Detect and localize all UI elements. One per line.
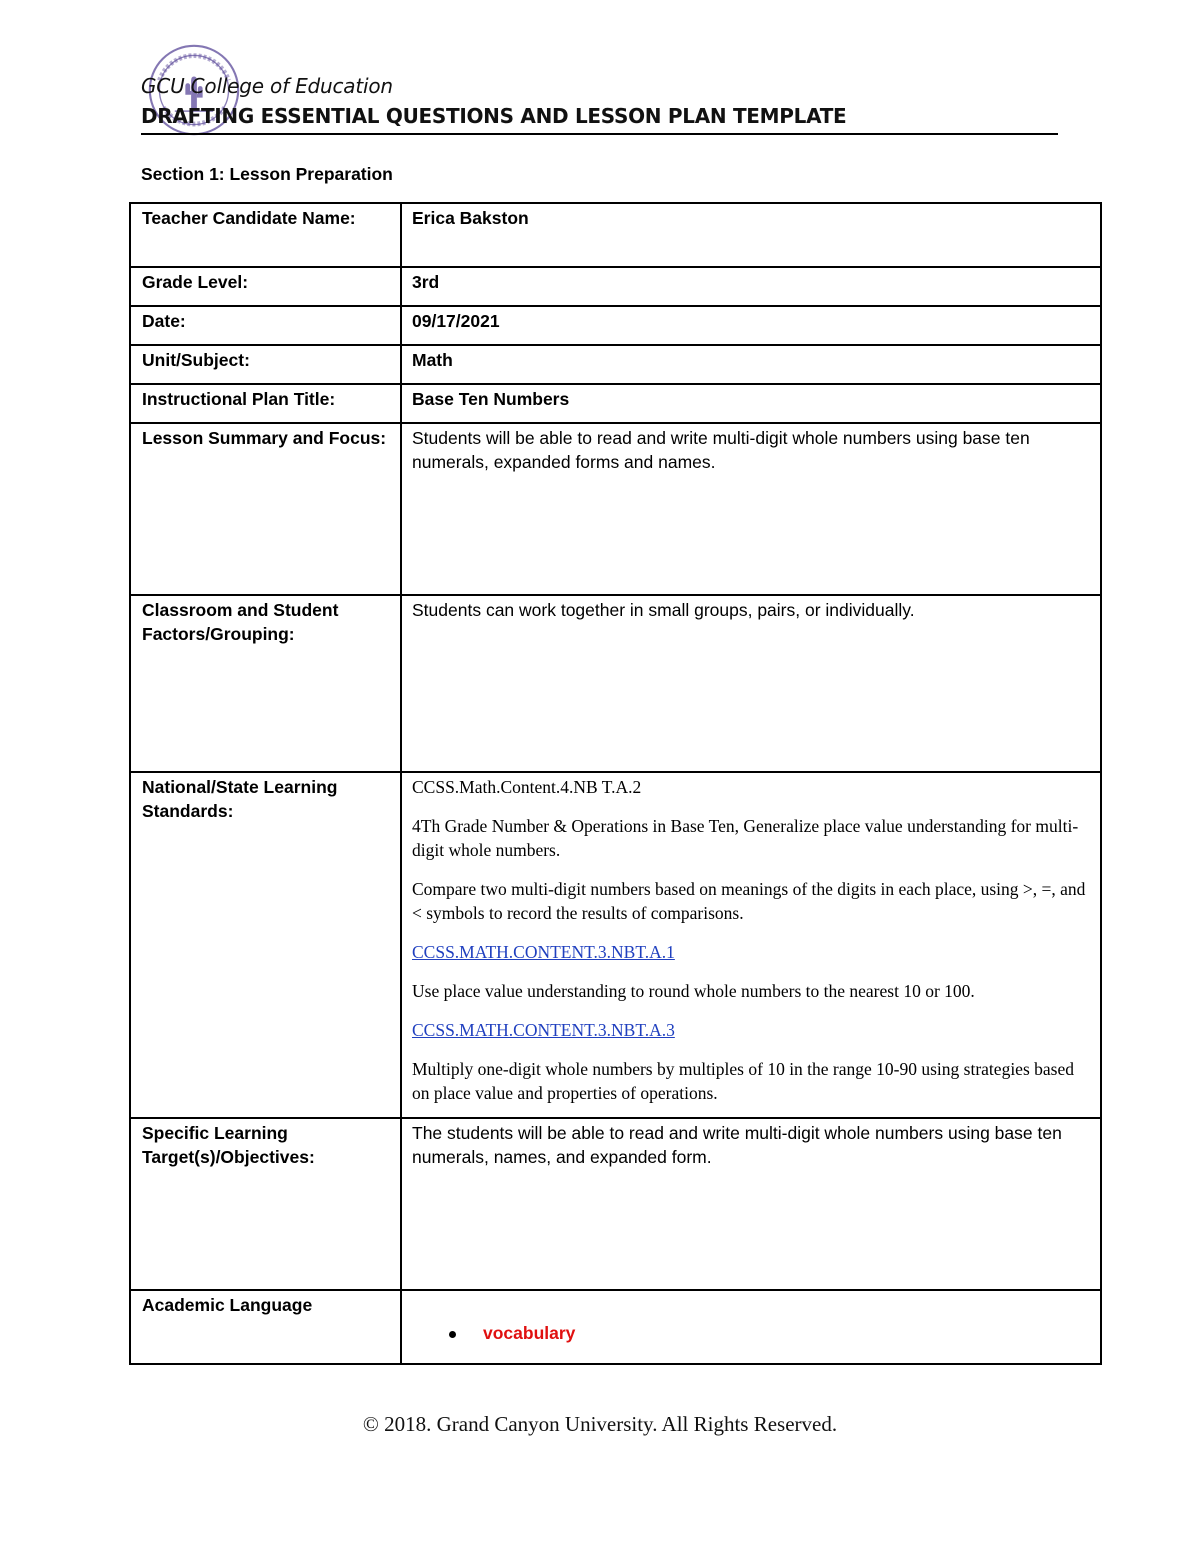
copyright-footer: © 2018. Grand Canyon University. All Rights Reserved. — [362, 1412, 838, 1436]
date-label: Date: — [130, 306, 401, 345]
title-divider — [141, 133, 1058, 135]
teacher-name-label: Teacher Candidate Name: — [130, 203, 401, 267]
row-plan-title — [130, 384, 1101, 423]
row-lesson-summary — [130, 423, 1101, 595]
objectives-value[interactable]: The students will be able to read and write multi-digit whole numbers using base ten numerals, names, and expanded form. — [401, 1118, 1101, 1290]
standards-value[interactable] — [401, 772, 1101, 1118]
grade-level-value[interactable]: 3rd — [401, 267, 1101, 306]
standards-label: National/State Learning Standards: — [130, 772, 401, 1118]
academic-language-value[interactable] — [401, 1290, 1101, 1364]
standard-description: Use place value understanding to round whole numbers to the nearest 10 or 100. — [412, 981, 975, 1001]
lesson-summary-value[interactable]: Students will be able to read and write multi-digit whole numbers using base ten numerals, expanded forms and names. — [401, 423, 1101, 595]
standard-description: 4Th Grade Number & Operations in Base Ten, Generalize place value understanding for multi-digit whole numbers. — [412, 816, 1079, 860]
unit-subject-label: Unit/Subject: — [130, 345, 401, 384]
row-academic-language — [130, 1290, 1101, 1364]
plan-title-label: Instructional Plan Title: — [130, 384, 401, 423]
academic-language-label: Academic Language — [130, 1290, 401, 1364]
plan-title-value[interactable]: Base Ten Numbers — [401, 384, 1101, 423]
section-heading: Section 1: Lesson Preparation — [141, 164, 393, 184]
lesson-summary-label: Lesson Summary and Focus: — [130, 423, 401, 595]
row-unit-subject — [130, 345, 1101, 384]
standard-link-nbt-a3[interactable]: CCSS.MATH.CONTENT.3.NBT.A.3 — [412, 1020, 675, 1040]
standard-description: Compare two multi-digit numbers based on meanings of the digits in each place, using >, =, and < symbols to record the results of comparisons. — [412, 879, 1086, 923]
list-item — [412, 1321, 1090, 1345]
row-teacher-name — [130, 203, 1101, 267]
vocabulary-item: vocabulary — [483, 1323, 576, 1343]
document-title: DRAFTING ESSENTIAL QUESTIONS AND LESSON PLAN TEMPLATE — [141, 104, 847, 128]
grouping-label: Classroom and Student Factors/Grouping: — [130, 595, 401, 772]
standard-code: CCSS.Math.Content.4.NB T.A.2 — [412, 777, 642, 797]
college-name: GCU College of Education — [141, 74, 393, 98]
bullet-icon — [449, 1331, 456, 1338]
grade-level-label: Grade Level: — [130, 267, 401, 306]
standard-link-nbt-a1[interactable]: CCSS.MATH.CONTENT.3.NBT.A.1 — [412, 942, 675, 962]
unit-subject-value[interactable]: Math — [401, 345, 1101, 384]
lesson-plan-table — [129, 202, 1102, 1365]
objectives-label: Specific Learning Target(s)/Objectives: — [130, 1118, 401, 1290]
row-standards — [130, 772, 1101, 1118]
grouping-value[interactable]: Students can work together in small groups, pairs, or individually. — [401, 595, 1101, 772]
row-date — [130, 306, 1101, 345]
row-grade-level — [130, 267, 1101, 306]
row-grouping — [130, 595, 1101, 772]
standard-description: Multiply one-digit whole numbers by multiples of 10 in the range 10-90 using strategies based on place value and properties of operations. — [412, 1059, 1074, 1103]
teacher-name-value[interactable]: Erica Bakston — [401, 203, 1101, 267]
row-objectives — [130, 1118, 1101, 1290]
date-value[interactable]: 09/17/2021 — [401, 306, 1101, 345]
